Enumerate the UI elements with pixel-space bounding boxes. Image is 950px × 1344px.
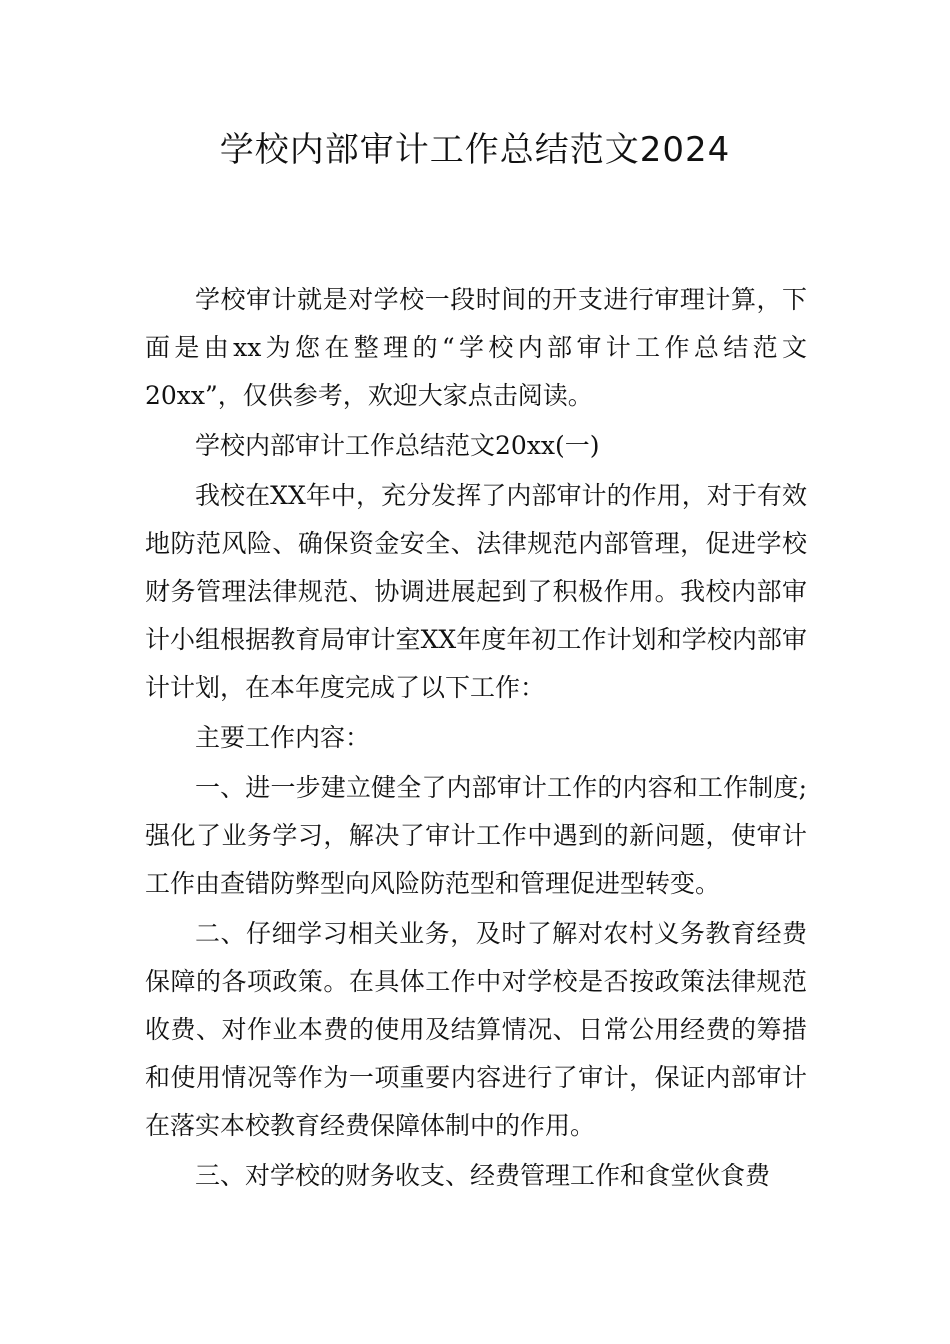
- document-body: [145, 276, 807, 1200]
- paragraph-item-1: 一、进一步建立健全了内部审计工作的内容和工作制度;强化了业务学习，解决了审计工作中遇到的新问题，使审计工作由查错防弊型向风险防范型和管理促进型转变。: [145, 773, 807, 898]
- paragraph-section-heading: 学校内部审计工作总结范文20xx(一): [195, 431, 600, 460]
- paragraph-summary: 我校在XX年中，充分发挥了内部审计的作用，对于有效地防范风险、确保资金安全、法律规范内部管理，促进学校财务管理法律规范、协调进展起到了积极作用。我校内部审计小组根据教育局审计室XX年度年初工作计划和学校内部审计计划，在本年度完成了以下工作：: [145, 481, 807, 702]
- paragraph-item-2: 二、仔细学习相关业务，及时了解对农村义务教育经费保障的各项政策。在具体工作中对学校是否按政策法律规范收费、对作业本费的使用及结算情况、日常公用经费的筹措和使用情况等作为一项重要内容进行了审计，保证内部审计在落实本校教育经费保障体制中的作用。: [145, 919, 807, 1140]
- paragraph-main-content-label: 主要工作内容：: [195, 723, 371, 752]
- paragraph-item-3: 三、对学校的财务收支、经费管理工作和食堂伙食费: [195, 1161, 771, 1190]
- document-title: 学校内部审计工作总结范文2024: [219, 130, 731, 170]
- paragraph-intro: 学校审计就是对学校一段时间的开支进行审理计算，下面是由xx为您在整理的“学校内部审计工作总结范文20xx”，仅供参考，欢迎大家点击阅读。: [145, 285, 807, 410]
